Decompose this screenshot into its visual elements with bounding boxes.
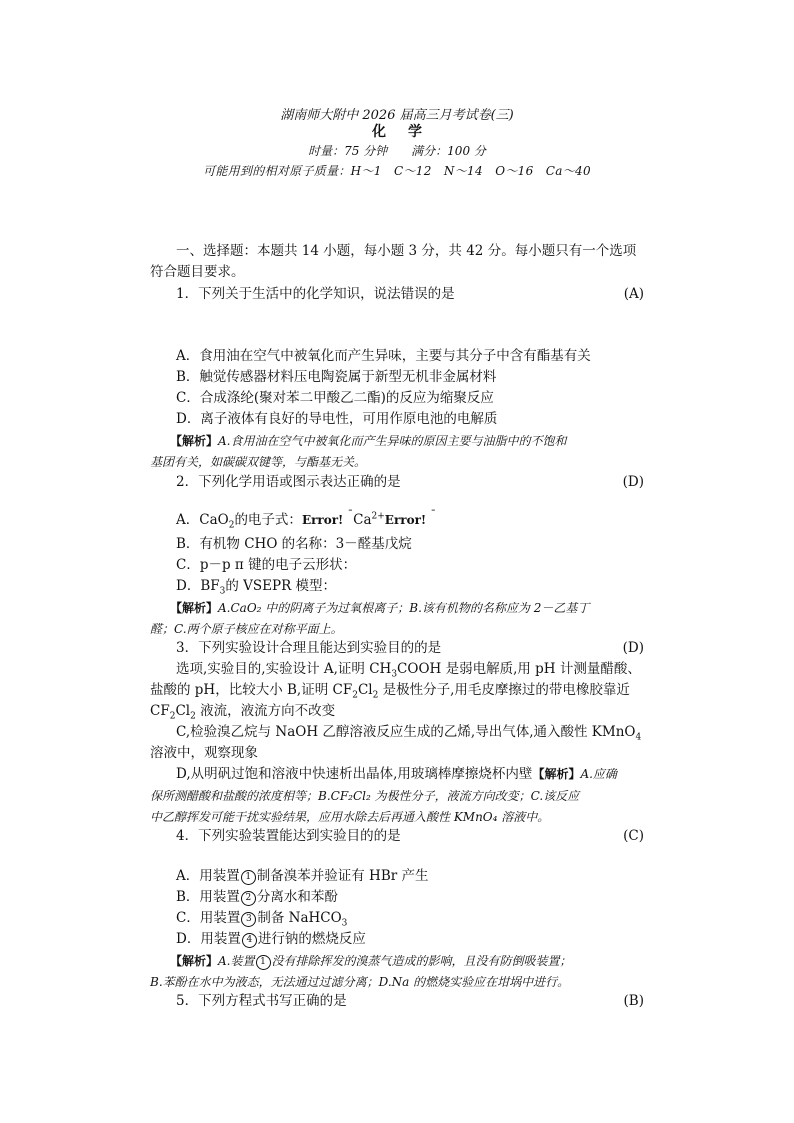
q2-answer: (D) xyxy=(622,474,644,490)
q2-stem: 2．下列化学用语或图示表达正确的是 xyxy=(176,474,401,490)
q3-body-line4: C,检验溴乙烷与 NaOH 乙醇溶液反应生成的乙烯,导出气体,通入酸性 KMnO$_4$ xyxy=(176,724,642,743)
time-limit: 时量：75 分钟 xyxy=(308,144,388,158)
q1-option-a: A．食用油在空气中被氧化而产生异味，主要与其分子中含有酯基有关 xyxy=(176,348,591,364)
explanation-tag: 【解析】 xyxy=(532,767,581,781)
circled-number-icon: 1 xyxy=(241,870,256,885)
q4-explanation-cont: B.苯酚在水中为液态，无法通过过滤分离；D.Na 的燃烧实验应在坩埚中进行。 xyxy=(150,975,570,989)
q1-explanation: 【解析】A.食用油在空气中被氧化而产生异味的原因主要与油脂中的不饱和 xyxy=(170,434,567,448)
q1-answer: (A) xyxy=(623,286,644,302)
explanation-tag: 【解析】 xyxy=(170,954,219,968)
q3-stem: 3．下列实验设计合理且能达到实验目的的是 xyxy=(176,640,442,656)
circled-number-icon: 4 xyxy=(242,933,257,948)
atomic-masses: 可能用到的相对原子质量：H～1 C～12 N～14 O～16 Ca～40 xyxy=(203,164,591,178)
circled-number-icon: 1 xyxy=(256,955,271,970)
q4-option-b: B．用装置 2 分离水和苯酚 xyxy=(176,889,338,905)
section-heading: 一、选择题：本题共 14 小题，每小题 3 分，共 42 分。每小题只有一个选项 xyxy=(176,243,637,259)
full-score: 满分：100 分 xyxy=(411,144,486,158)
q3-body-line3: $CF_2Cl_2$ 液流，液流方向不改变 xyxy=(150,703,336,722)
subject-title: 化学 xyxy=(372,124,444,140)
q3-explanation-cont2: 中乙醇挥发可能干扰实验结果，应用水除去后再通入酸性 KMnO₄ 溶液中。 xyxy=(150,810,550,824)
explanation-tag: 【解析】 xyxy=(170,434,219,448)
q2-explanation-cont: 醛；C.两个原子核应在对称平面上。 xyxy=(150,622,343,636)
explanation-tag: 【解析】 xyxy=(170,601,219,615)
q3-answer: (D) xyxy=(622,640,644,656)
q1-stem: 1．下列关于生活中的化学知识，说法错误的是 xyxy=(176,286,455,302)
error-field: Error! xyxy=(384,513,427,527)
q5-answer: (B) xyxy=(623,993,644,1009)
q4-option-c: C．用装置 3 制备 NaHCO$_3$ xyxy=(176,910,348,929)
q1-option-d: D．离子液体有良好的导电性，可用作原电池的电解质 xyxy=(176,411,498,427)
q4-explanation: 【解析】A.装置 1 没有排除挥发的溴蒸气造成的影响，且没有防倒吸装置； xyxy=(170,954,572,968)
exam-title: 湖南师大附中 2026 届高三月考试卷(三) xyxy=(280,108,514,123)
q2-option-c: C．p－p π 键的电子云形状： xyxy=(176,557,357,573)
q1-explanation-cont: 基团有关，如碳碳双键等，与酯基无关。 xyxy=(150,455,367,469)
q2-option-a: A．CaO$_2$的电子式：Error! $^¯Ca^{2+}Error$! ¯ xyxy=(176,508,436,531)
q3-body-line2: 盐酸的 pH，比较大小 B,证明 $CF_2Cl_2$ 是极性分子,用毛皮摩擦过的带电橡胶靠近 xyxy=(150,682,630,701)
error-field: Error! xyxy=(301,513,344,527)
q1-option-c: C．合成涤纶(聚对苯二甲酸乙二酯)的反应为缩聚反应 xyxy=(176,390,494,406)
circled-number-icon: 2 xyxy=(241,891,256,906)
q2-explanation: 【解析】A.CaO₂ 中的阴离子为过氧根离子；B.该有机物的名称应为 2－乙基丁 xyxy=(170,601,590,615)
q3-body-line6: D,从明矾过饱和溶液中快速析出晶体,用玻璃棒摩擦烧杯内壁【解析】A.应确 xyxy=(176,766,617,782)
q3-body-line1: 选项,实验目的,实验设计 A,证明 $CH_3COOH$ 是弱电解质,用 pH 计测量醋酸、 xyxy=(176,661,641,680)
q2-option-d: D．$BF_3$的 VSEPR 模型： xyxy=(176,578,337,597)
circled-number-icon: 3 xyxy=(241,912,256,927)
q3-explanation-cont: 保所测醋酸和盐酸的浓度相等；B.CF₂Cl₂ 为极性分子，液流方向改变；C.该反应 xyxy=(150,789,580,803)
section-heading-cont: 符合题目要求。 xyxy=(150,264,245,280)
q4-option-a: A．用装置 1 制备溴苯并验证有 HBr 产生 xyxy=(176,868,429,884)
q4-option-d: D．用装置 4 进行钠的燃烧反应 xyxy=(176,931,366,947)
exam-meta xyxy=(0,142,794,159)
q3-body-line5: 溶液中，观察现象 xyxy=(150,745,258,761)
q5-stem: 5．下列方程式书写正确的是 xyxy=(176,993,347,1009)
q4-stem: 4．下列实验装置能达到实验目的的是 xyxy=(176,828,401,844)
q2-option-b: B．有机物 CHO 的名称：3－醛基戊烷 xyxy=(176,536,412,552)
q4-answer: (C) xyxy=(623,828,644,844)
q1-option-b: B．触觉传感器材料压电陶瓷属于新型无机非金属材料 xyxy=(176,369,497,385)
